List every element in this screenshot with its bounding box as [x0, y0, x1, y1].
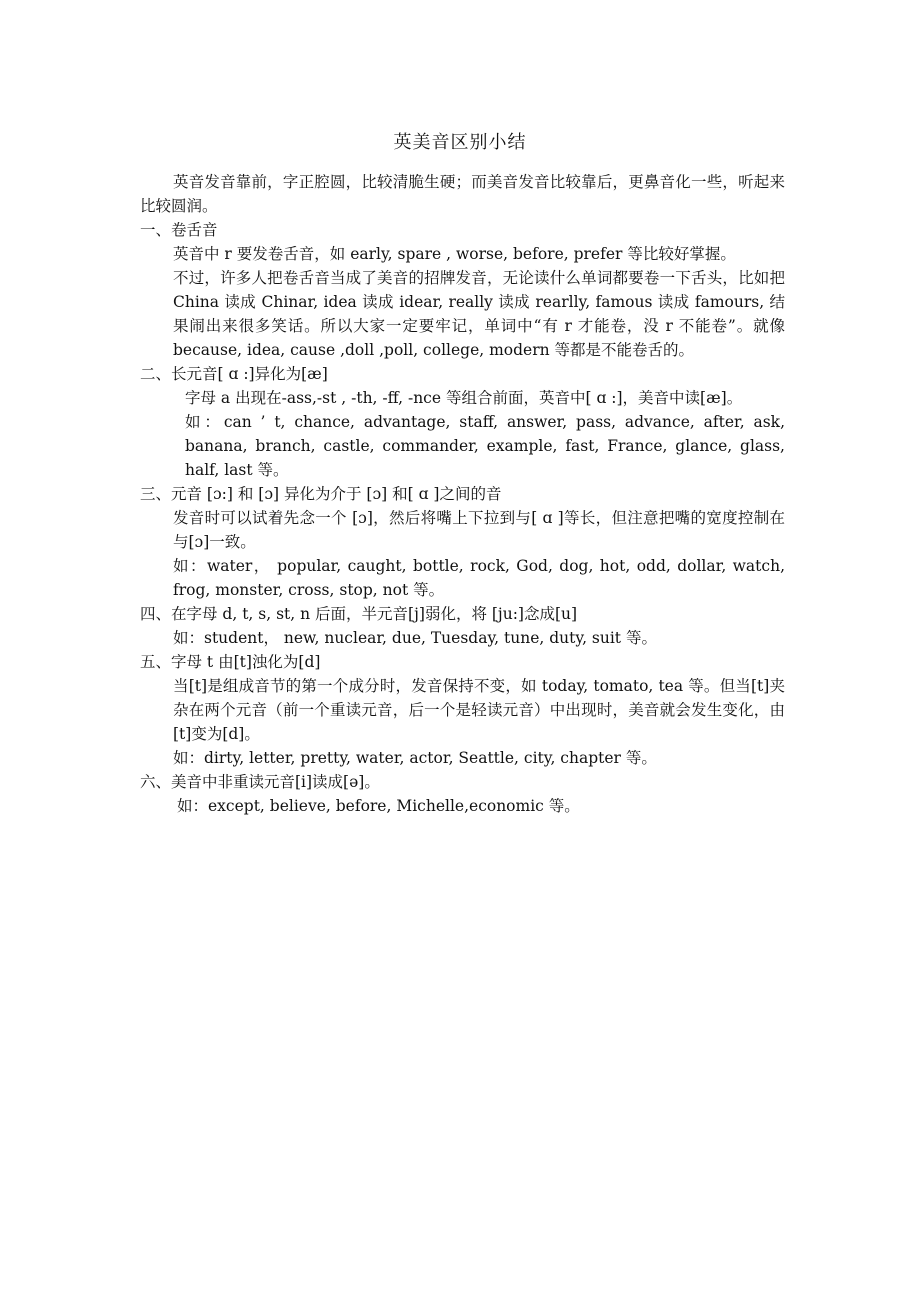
intro-paragraph: 英音发音靠前，字正腔圆，比较清脆生硬；而美音发音比较靠后，更鼻音化一些，听起来比较圆润。 [140, 173, 785, 215]
section-examples: 如：dirty, letter, pretty, water, actor, Seattle, city, chapter 等。 [173, 749, 657, 767]
section-paragraph: 字母 a 出现在-ass,-st , -th, -ff, -nce 等组合前面，英音中[ ɑ :]，美音中读[æ]。 [185, 389, 743, 407]
document-body [140, 170, 785, 818]
section-examples: 如：can ’ t, chance, advantage, staff, answer, pass, advance, after, ask, banana, branch, castle, commander, example, fast, France, glance, glass, half, last 等。 [185, 413, 785, 479]
section-examples: 如：except, believe, before, Michelle,economic 等。 [177, 797, 580, 815]
section-heading: 二、长元音[ ɑ :]异化为[æ] [140, 365, 328, 383]
section-3 [140, 482, 785, 602]
section-6 [140, 770, 785, 818]
section-heading: 五、字母 t 由[t]浊化为[d] [140, 653, 321, 671]
section-heading: 三、元音 [ɔ:] 和 [ɔ] 异化为介于 [ɔ] 和[ ɑ ]之间的音 [140, 485, 502, 503]
section-1 [140, 218, 785, 362]
section-paragraph: 当[t]是组成音节的第一个成分时，发音保持不变，如 today, tomato, tea 等。但当[t]夹杂在两个元音（前一个重读元音，后一个是轻读元音）中出现时，美音就会发生变化，由[t]变为[d]。 [173, 677, 785, 743]
section-examples: 如：water， popular, caught, bottle, rock, God, dog, hot, odd, dollar, watch, frog, monster, cross, stop, not 等。 [173, 557, 785, 599]
section-paragraph: 发音时可以试着先念一个 [ɔ]，然后将嘴上下拉到与[ ɑ ]等长，但注意把嘴的宽度控制在与[ɔ]一致。 [173, 509, 785, 551]
section-2 [140, 362, 785, 482]
section-paragraph: 英音中 r 要发卷舌音，如 early, spare , worse, before, prefer 等比较好掌握。 [173, 245, 736, 263]
section-heading: 一、卷舌音 [140, 221, 218, 239]
section-paragraph: 不过，许多人把卷舌音当成了美音的招牌发音，无论读什么单词都要卷一下舌头，比如把 China 读成 Chinar, idea 读成 idear, really 读成 rearlly, famous 读成 famours, 结果闹出来很多笑话。所以大家一定要牢记，单词中“有 r 才能卷，没 r 不能卷”。就像 because, idea, cause ,doll ,poll, college, modern 等都是不能卷舌的。 [173, 269, 785, 359]
document-title: 英美音区别小结 [393, 132, 527, 153]
section-examples: 如：student， new, nuclear, due, Tuesday, tune, duty, suit 等。 [173, 629, 657, 647]
section-5 [140, 650, 785, 770]
section-4 [140, 602, 785, 650]
section-heading: 四、在字母 d, t, s, st, n 后面，半元音[j]弱化，将 [ju:]念成[u] [140, 605, 578, 623]
section-heading: 六、美音中非重读元音[i]读成[ə]。 [140, 773, 380, 791]
